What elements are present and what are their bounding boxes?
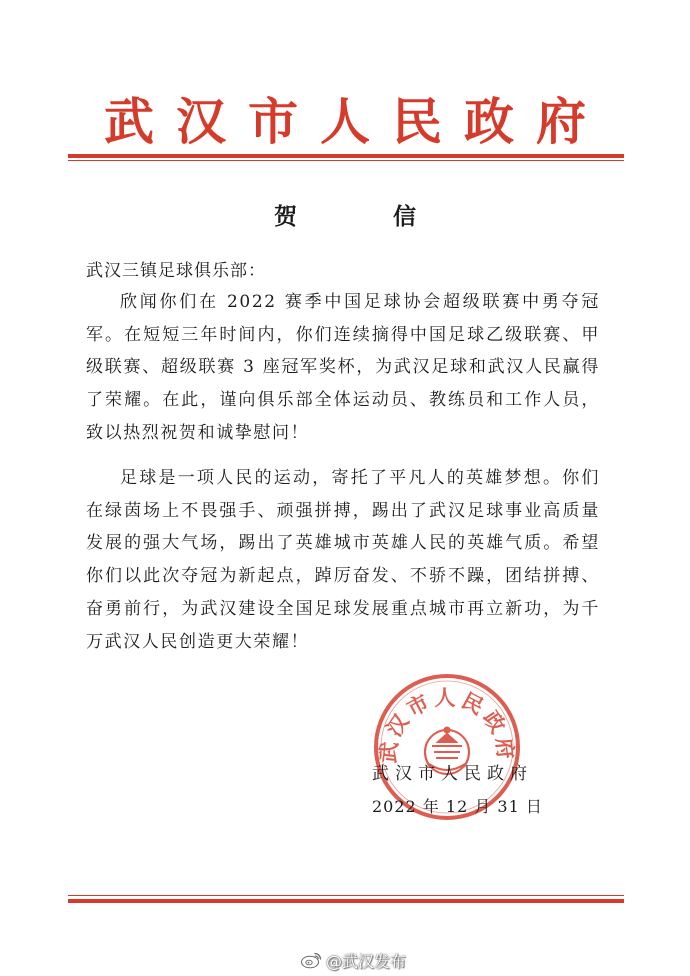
footer-rule-thick [68,899,624,903]
body-paragraph-1: 欣闻你们在 2022 赛季中国足球协会超级联赛中勇夺冠军。在短短三年时间内，你们连续摘得中国足球乙级联赛、甲级联赛、超级联赛 3 座冠军奖杯，为武汉足球和武汉人民赢得了荣耀。在此，谨向俱乐部全体运动员、教练员和工作人员，致以热烈祝贺和诚挚慰问！ [86,292,600,443]
seal-text: 武汉市人民政府 [375,685,519,765]
letterhead-title: 武汉市人民政府 [104,92,608,151]
footer-rule-thin [68,895,624,896]
body-paragraph-2: 足球是一项人民的运动，寄托了平凡人的英雄梦想。你们在绿茵场上不畏强手、顽强拼搏，踢出了武汉足球事业高质量发展的强大气场，踢出了英雄城市英雄人民的英雄气质。希望你们以此次夺冠为新起点，踔厉奋发、不骄不躁，团结拼搏、奋勇前行，为武汉建设全国足球发展重点城市再立新功，为千万武汉人民创造更大荣耀！ [86,468,600,652]
header-rule-thick [68,154,624,158]
document-title: 贺 信 [273,203,460,230]
header-rule-thin [68,160,624,161]
watermark-text: @武汉发布 [326,951,407,971]
weibo-icon [300,951,322,969]
weibo-watermark [300,948,406,972]
signature-date: 2022 年 12 月 31 日 [372,797,543,816]
signature-organization: 武汉市人民政府 [372,764,533,784]
salutation: 武汉三镇足球俱乐部： [86,261,266,281]
